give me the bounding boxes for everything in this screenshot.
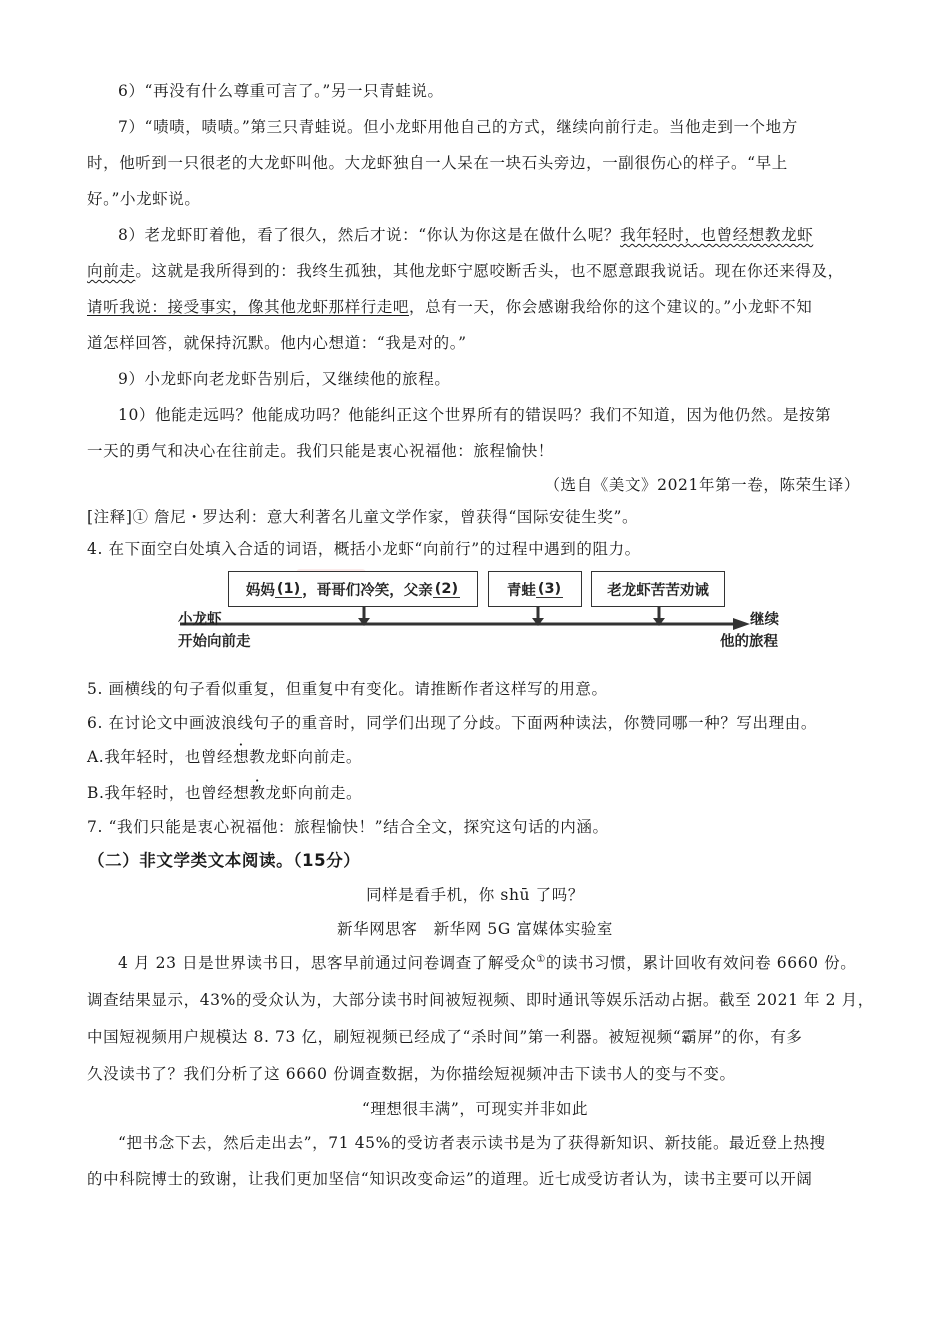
wavy-underlined-sentence-end: 向前走 — [87, 262, 136, 280]
question-7: 7. “我们只能是衷心祝福他：旅程愉快！”结合全文，探究这句话的内涵。 — [87, 818, 609, 836]
blank-3[interactable]: (3) — [537, 580, 562, 597]
paragraph-8-text: ，总有一天，你会感谢我给你的这个建议的。”小龙虾不知 — [409, 298, 813, 316]
box-label: 妈妈 — [245, 582, 275, 599]
article-p1-line4: 久没读书了？我们分析了这 6660 份调查数据，为你描绘短视频冲击下读书人的变与不变。 — [87, 1065, 736, 1083]
paragraph-10-line1: 10）他能走远吗？他能成功吗？他能纠正这个世界所有的错误吗？我们不知道，因为他仍然。是按第 — [118, 406, 832, 424]
source-citation: （选自《美文》2021年第一卷，陈荣生译） — [544, 476, 860, 494]
start-label-line2: 开始向前走 — [178, 634, 251, 650]
box-label: 青蛙 — [506, 582, 536, 599]
paragraph-10-line2: 一天的勇气和决心在往前走。我们只能是衷心祝福他：旅程愉快！ — [87, 442, 554, 460]
footnote: [注释]① 詹尼・罗达利：意大利著名儿童文学作家，曾获得“国际安徒生奖”。 — [87, 508, 639, 526]
underlined-sentence: 请听我说：接受事实，像其他龙虾那样行走吧 — [87, 298, 410, 316]
paragraph-8-text: 。这就是我所得到的：我终生孤独，其他龙虾宁愿咬断舌头，也不愿意跟我说话。现在你还来得及， — [135, 262, 844, 280]
blank-1[interactable]: (1) — [276, 580, 301, 597]
stress-dot-word: 想 — [233, 748, 250, 766]
end-label-line1: 继续 — [750, 612, 779, 628]
box-label: ，哥哥们冷笑，父亲 — [302, 582, 433, 599]
paragraph-8-line2 — [87, 260, 844, 282]
paragraph-6: 6）“再没有什么尊重可言了。”另一只青蛙说。 — [118, 82, 444, 100]
timeline-arrow-head — [733, 618, 750, 630]
box-label: 老龙虾苦苦劝诫 — [607, 582, 709, 599]
option-text: A.我年轻时，也曾经 — [87, 748, 234, 766]
question-6: 6. 在讨论文中画波浪线句子的重音时，同学们出现了分歧。下面两种读法，你赞同哪一种？写出理由。 — [87, 714, 817, 732]
article-p1-line3: 中国短视频用户规模达 8. 73 亿，刷短视频已经成了“杀时间”第一利器。被短视频“霸屏”的你，有多 — [87, 1028, 803, 1046]
paragraph-9: 9）小龙虾向老龙虾告别后，又继续他的旅程。 — [118, 370, 451, 388]
obstacle-box-old-lobster — [591, 571, 725, 607]
option-text: 龙虾向前走。 — [265, 784, 363, 802]
footnote-marker: ① — [536, 953, 546, 965]
article-text: 4 月 23 日是世界读书日，思客早前通过问卷调查了解受众 — [118, 954, 537, 972]
question-5: 5. 画横线的句子看似重复，但重复中有变化。请推断作者这样写的用意。 — [87, 680, 608, 698]
end-label-line2: 他的旅程 — [720, 634, 778, 650]
paragraph-7-line3: 好。”小龙虾说。 — [87, 190, 201, 208]
section-heading: （二）非文学类文本阅读。（15分） — [88, 851, 361, 870]
option-b — [87, 782, 362, 804]
option-text: 教龙虾向前走。 — [249, 748, 362, 766]
start-label-line1: 小龙虾 — [178, 612, 222, 628]
paragraph-8-text: 8）老龙虾盯着他，看了很久，然后才说：“你认为你这是在做什么呢？ — [118, 226, 620, 244]
obstacle-diagram — [170, 565, 790, 665]
option-a — [87, 746, 362, 768]
obstacle-box-family — [228, 571, 478, 607]
paragraph-8-line4: 道怎样回答，就保持沉默。他内心想道：“我是对的。” — [87, 334, 467, 352]
option-text: B.我年轻时，也曾经想 — [87, 784, 250, 802]
article-title: 同样是看手机，你 shū 了吗？ — [366, 886, 584, 904]
stress-dot-word: 教 — [249, 784, 266, 802]
paragraph-7-line2: 时，他听到一只很老的大龙虾叫他。大龙虾独自一人呆在一块石头旁边，一副很伤心的样子。“早上 — [87, 154, 788, 172]
paragraph-8-line1 — [118, 224, 813, 246]
paragraph-7-line1: 7）“啧啧，啧啧。”第三只青蛙说。但小龙虾用他自己的方式，继续向前行走。当他走到一个地方 — [118, 118, 798, 136]
article-subtitle: “理想很丰满”，可现实并非如此 — [361, 1100, 589, 1118]
obstacle-box-frogs — [488, 571, 582, 607]
article-p2-line2: 的中科院博士的致谢，让我们更加坚信“知识改变命运”的道理。近七成受访者认为，读书主要可以开阔 — [87, 1170, 813, 1188]
article-text: 的读书习惯，累计回收有效问卷 6660 份。 — [545, 954, 857, 972]
article-p1-line1 — [118, 952, 856, 974]
article-p2-line1: “把书念下去，然后走出去”，71 45%的受访者表示读书是为了获得新知识、新技能。最近登上热搜 — [118, 1134, 826, 1152]
article-byline: 新华网思客 新华网 5G 富媒体实验室 — [337, 920, 613, 938]
blank-2[interactable]: (2) — [434, 580, 459, 597]
paragraph-8-line3 — [87, 296, 812, 318]
wavy-underlined-sentence: 我年轻时，也曾经想教龙虾 — [620, 226, 814, 244]
question-4: 4. 在下面空白处填入合适的词语，概括小龙虾“向前行”的过程中遇到的阻力。 — [87, 540, 641, 558]
article-p1-line2: 调查结果显示，43%的受众认为，大部分读书时间被短视频、即时通讯等娱乐活动占据。截至 2021 年 2 月， — [87, 991, 874, 1009]
